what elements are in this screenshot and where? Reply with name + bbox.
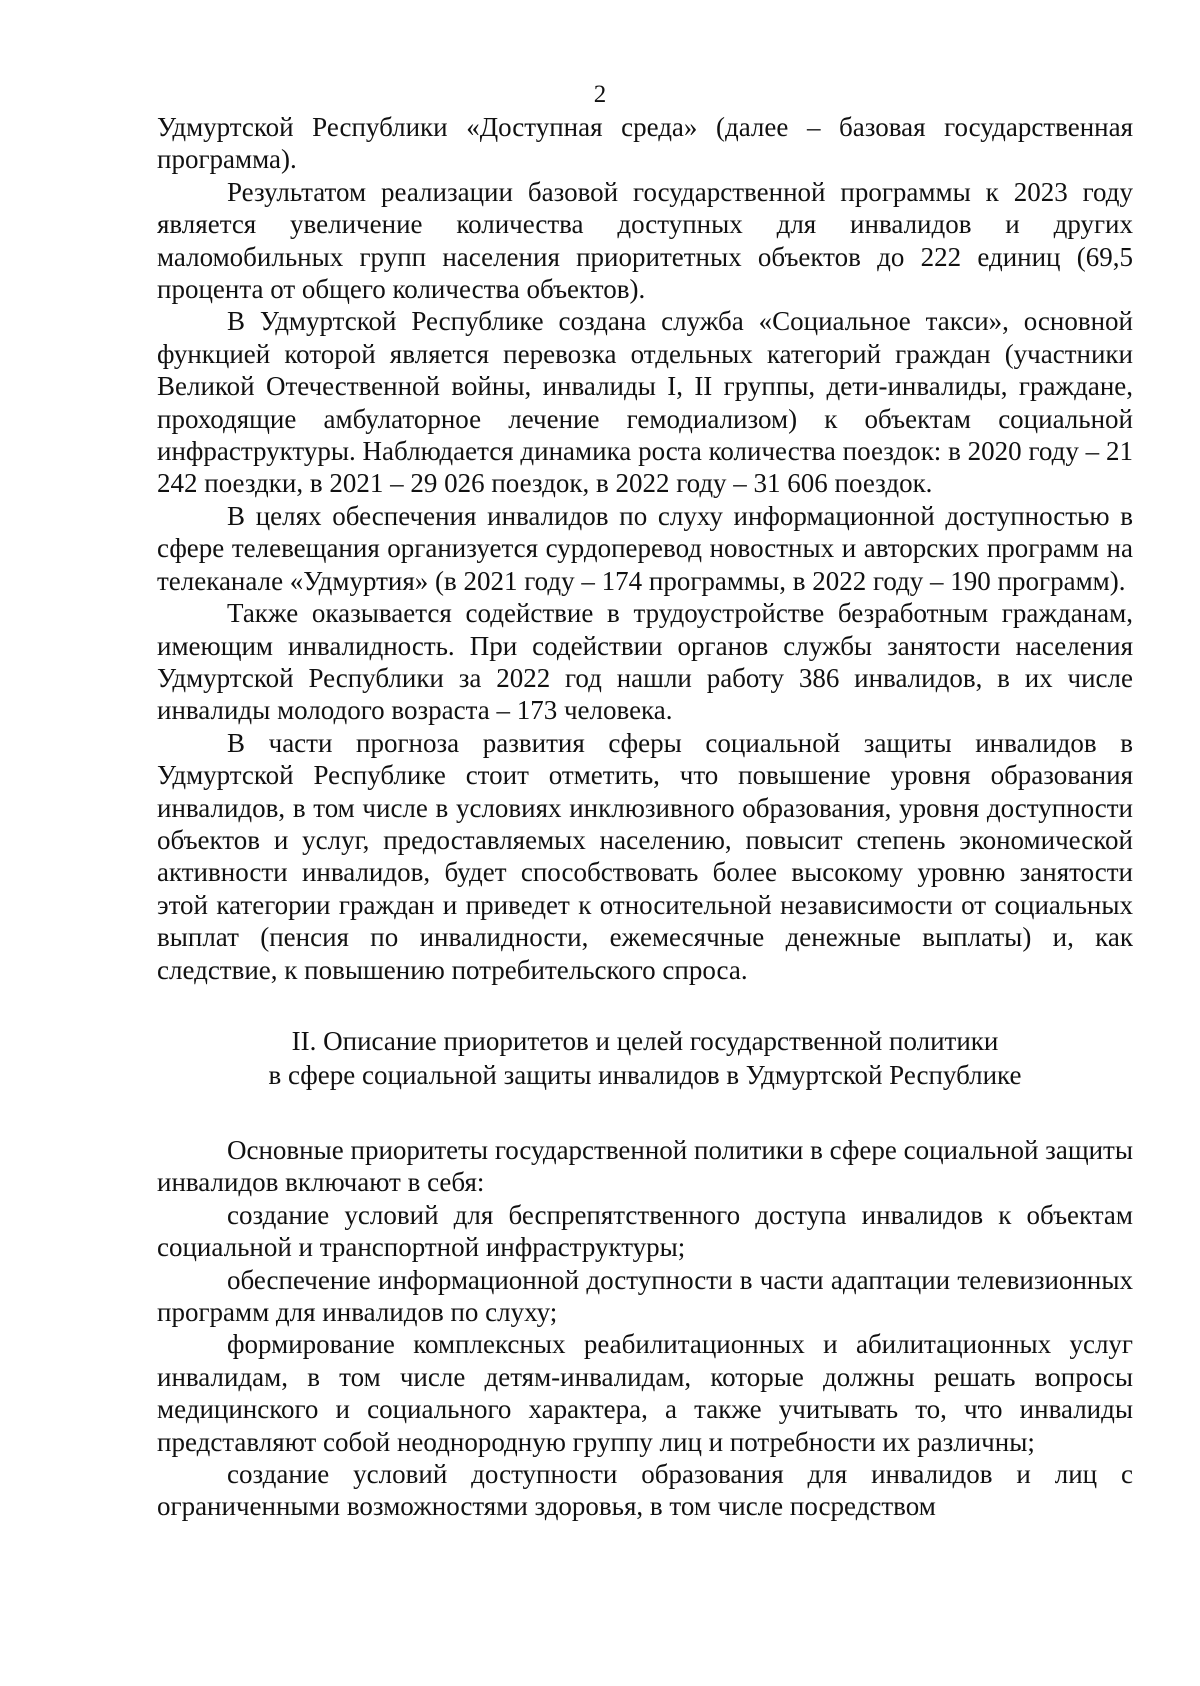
list-item-rehabilitation: формирование комплексных реабилитационных и абилитационных услуг инвалидам, в том числе детям-инвалидам, которые должны решать вопросы медицинского и социального характера, а также учитывать то, что инвалиды представляют собой неоднородную группу лиц и потребности их различны;	[157, 1329, 1133, 1457]
paragraph-continuation: Удмуртской Республики «Доступная среда» (далее – базовая государственная программа).	[157, 112, 1133, 175]
list-item-education: создание условий доступности образования для инвалидов и лиц с ограниченными возможностями здоровья, в том числе посредством	[157, 1459, 1133, 1522]
list-item-accessibility: создание условий для беспрепятственного доступа инвалидов к объектам социальной и транспортной инфраструктуры;	[157, 1199, 1133, 1263]
paragraph-employment: Также оказывается содействие в трудоустройстве безработным гражданам, имеющим инвалидность. При содействии органов службы занятости населения Удмуртской Республики за 2022 год нашли работу 386 инвалидов, в их числе инвалиды молодого возраста – 173 человека.	[157, 598, 1133, 726]
document-body	[157, 111, 1133, 1523]
section-heading	[157, 1024, 1133, 1092]
section-heading-line-1: II. Описание приоритетов и целей государственной политики	[291, 1025, 999, 1056]
paragraph-sign-language: В целях обеспечения инвалидов по слуху информационной доступностью в сфере телевещания организуется сурдоперевод новостных и авторских программ на телеканале «Удмуртия» (в 2021 году – 174 программы, в 2022 году – 190 программ).	[157, 500, 1133, 596]
paragraph-forecast: В части прогноза развития сферы социальной защиты инвалидов в Удмуртской Республике стоит отметить, что повышение уровня образования инвалидов, в том числе в условиях инклюзивного образования, уровня доступности объектов и услуг, предоставляемых населению, повысит степень экономической активности инвалидов, будет способствовать более высокому уровню занятости этой категории граждан и приведет к относительной независимости от социальных выплат (пенсия по инвалидности, ежемесячные денежные выплаты) и, как следствие, к повышению потребительского спроса.	[157, 727, 1133, 985]
section-heading-line-2: в сфере социальной защиты инвалидов в Удмуртской Республике	[268, 1059, 1022, 1090]
page-number: 2	[593, 81, 607, 108]
list-item-information-access: обеспечение информационной доступности в части адаптации телевизионных программ для инвалидов по слуху;	[157, 1264, 1133, 1327]
paragraph-program-result: Результатом реализации базовой государственной программы к 2023 году является увеличение количества доступных для инвалидов и других маломобильных групп населения приоритетных объектов до 222 единиц (69,5 процента от общего количества объектов).	[157, 176, 1133, 305]
paragraph-social-taxi: В Удмуртской Республике создана служба «Социальное такси», основной функцией которой является перевозка отдельных категорий граждан (участники Великой Отечественной войны, инвалиды I, II группы, дети-инвалиды, граждане, проходящие амбулаторное лечение гемодиализом) к объектам социальной инфраструктуры. Наблюдается динамика роста количества поездок: в 2020 году – 21 242 поездки, в 2021 – 29 026 поездок, в 2022 году – 31 606 поездок.	[157, 306, 1133, 499]
paragraph-priorities-intro: Основные приоритеты государственной политики в сфере социальной защиты инвалидов включают в себя:	[157, 1134, 1133, 1198]
